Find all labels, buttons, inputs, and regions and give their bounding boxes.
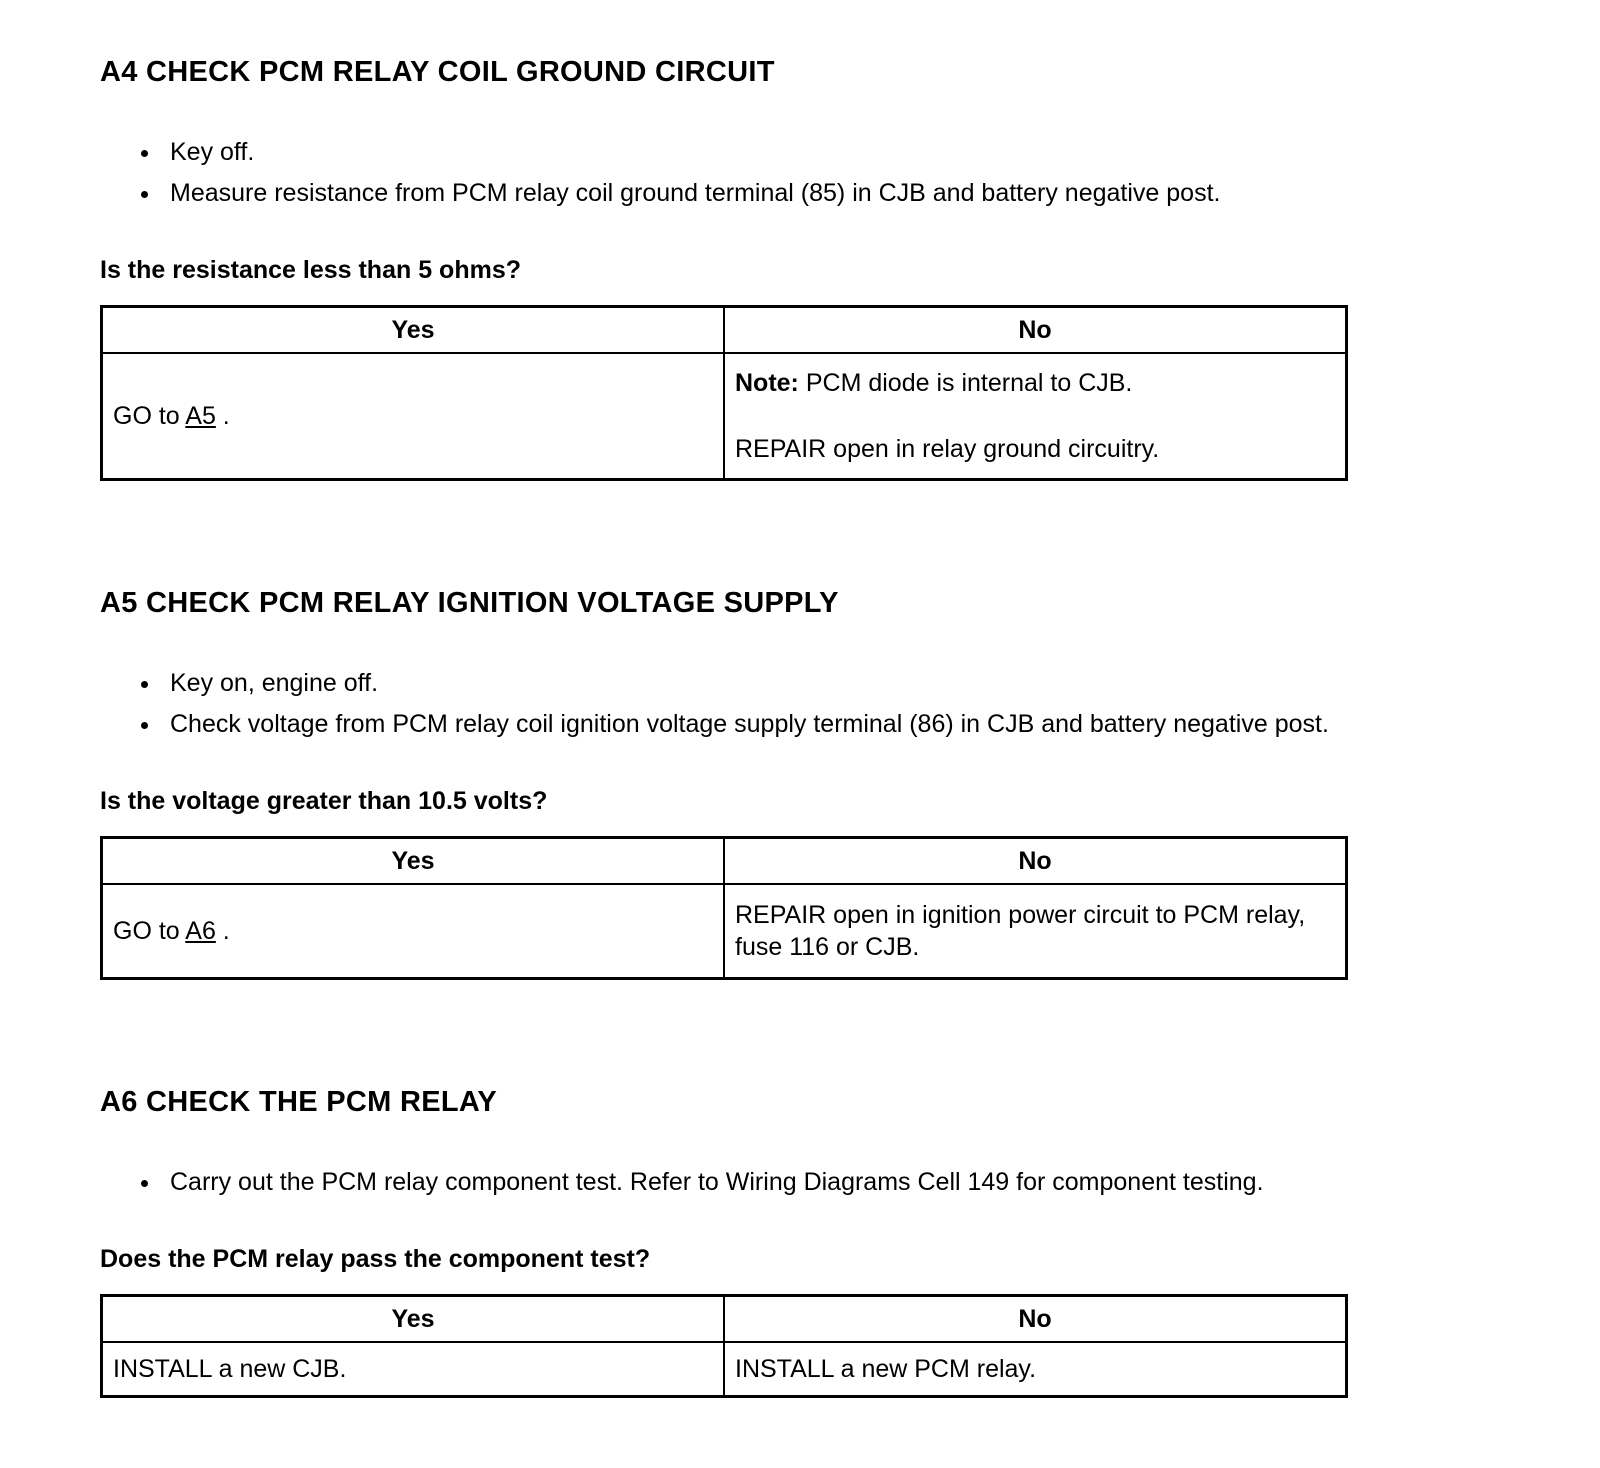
no-cell	[724, 884, 1347, 979]
go-to-suffix: .	[215, 402, 230, 430]
step-link-a5[interactable]: A5	[185, 402, 216, 430]
table-body-row	[102, 353, 1347, 480]
bullet-list	[100, 135, 1500, 210]
column-header-no: No	[724, 838, 1347, 885]
step-heading-a4: A4 CHECK PCM RELAY COIL GROUND CIRCUIT	[100, 56, 775, 88]
note-line	[735, 367, 1335, 399]
bullet-item	[162, 176, 1410, 210]
go-to-prefix: GO to	[113, 917, 186, 945]
step-section-a4	[100, 56, 1500, 481]
no-cell	[724, 353, 1347, 480]
step-heading-a6: A6 CHECK THE PCM RELAY	[100, 1086, 498, 1118]
decision-table-a5	[100, 836, 1348, 980]
bullet-item	[162, 1165, 1410, 1199]
note-text: PCM diode is internal to CJB.	[798, 369, 1133, 397]
yes-cell	[102, 884, 725, 979]
decision-table-a4	[100, 305, 1348, 481]
go-to-prefix: GO to	[113, 402, 186, 430]
bullet-item	[162, 666, 1410, 700]
no-cell: INSTALL a new PCM relay.	[724, 1342, 1347, 1397]
column-header-yes: Yes	[102, 838, 725, 885]
bullet-item	[162, 707, 1410, 741]
column-header-yes: Yes	[102, 1296, 725, 1343]
decision-table-a6	[100, 1294, 1348, 1398]
question-text: Is the voltage greater than 10.5 volts?	[100, 787, 548, 815]
note-label: Note:	[735, 369, 799, 397]
bullet-text: Key off.	[170, 138, 255, 166]
column-header-no: No	[724, 1296, 1347, 1343]
table-body-row	[102, 1342, 1347, 1397]
column-header-yes: Yes	[102, 307, 725, 354]
step-section-a5	[100, 587, 1500, 980]
question-text: Does the PCM relay pass the component test?	[100, 1245, 651, 1273]
column-header-no: No	[724, 307, 1347, 354]
table-header-row	[102, 838, 1347, 885]
step-link-a6[interactable]: A6	[185, 917, 216, 945]
bullet-list	[100, 1165, 1500, 1199]
yes-cell	[102, 353, 725, 480]
table-header-row	[102, 307, 1347, 354]
bullet-item	[162, 135, 1410, 169]
question-text: Is the resistance less than 5 ohms?	[100, 256, 521, 284]
step-heading-a5: A5 CHECK PCM RELAY IGNITION VOLTAGE SUPPLY	[100, 587, 839, 619]
repair-line: REPAIR open in ignition power circuit to PCM relay, fuse 116 or CJB.	[735, 901, 1306, 961]
bullet-text: Carry out the PCM relay component test. Refer to Wiring Diagrams Cell 149 for component testing.	[170, 1168, 1264, 1196]
yes-cell: INSTALL a new CJB.	[102, 1342, 725, 1397]
step-section-a6	[100, 1086, 1500, 1398]
bullet-text: Key on, engine off.	[170, 669, 379, 697]
bullet-text: Measure resistance from PCM relay coil ground terminal (85) in CJB and battery negative post.	[170, 179, 1221, 207]
table-header-row	[102, 1296, 1347, 1343]
bullet-text: Check voltage from PCM relay coil ignition voltage supply terminal (86) in CJB and battery negative post.	[170, 710, 1329, 738]
bullet-list	[100, 666, 1500, 741]
repair-line: REPAIR open in relay ground circuitry.	[735, 435, 1160, 463]
go-to-suffix: .	[215, 917, 230, 945]
table-body-row	[102, 884, 1347, 979]
